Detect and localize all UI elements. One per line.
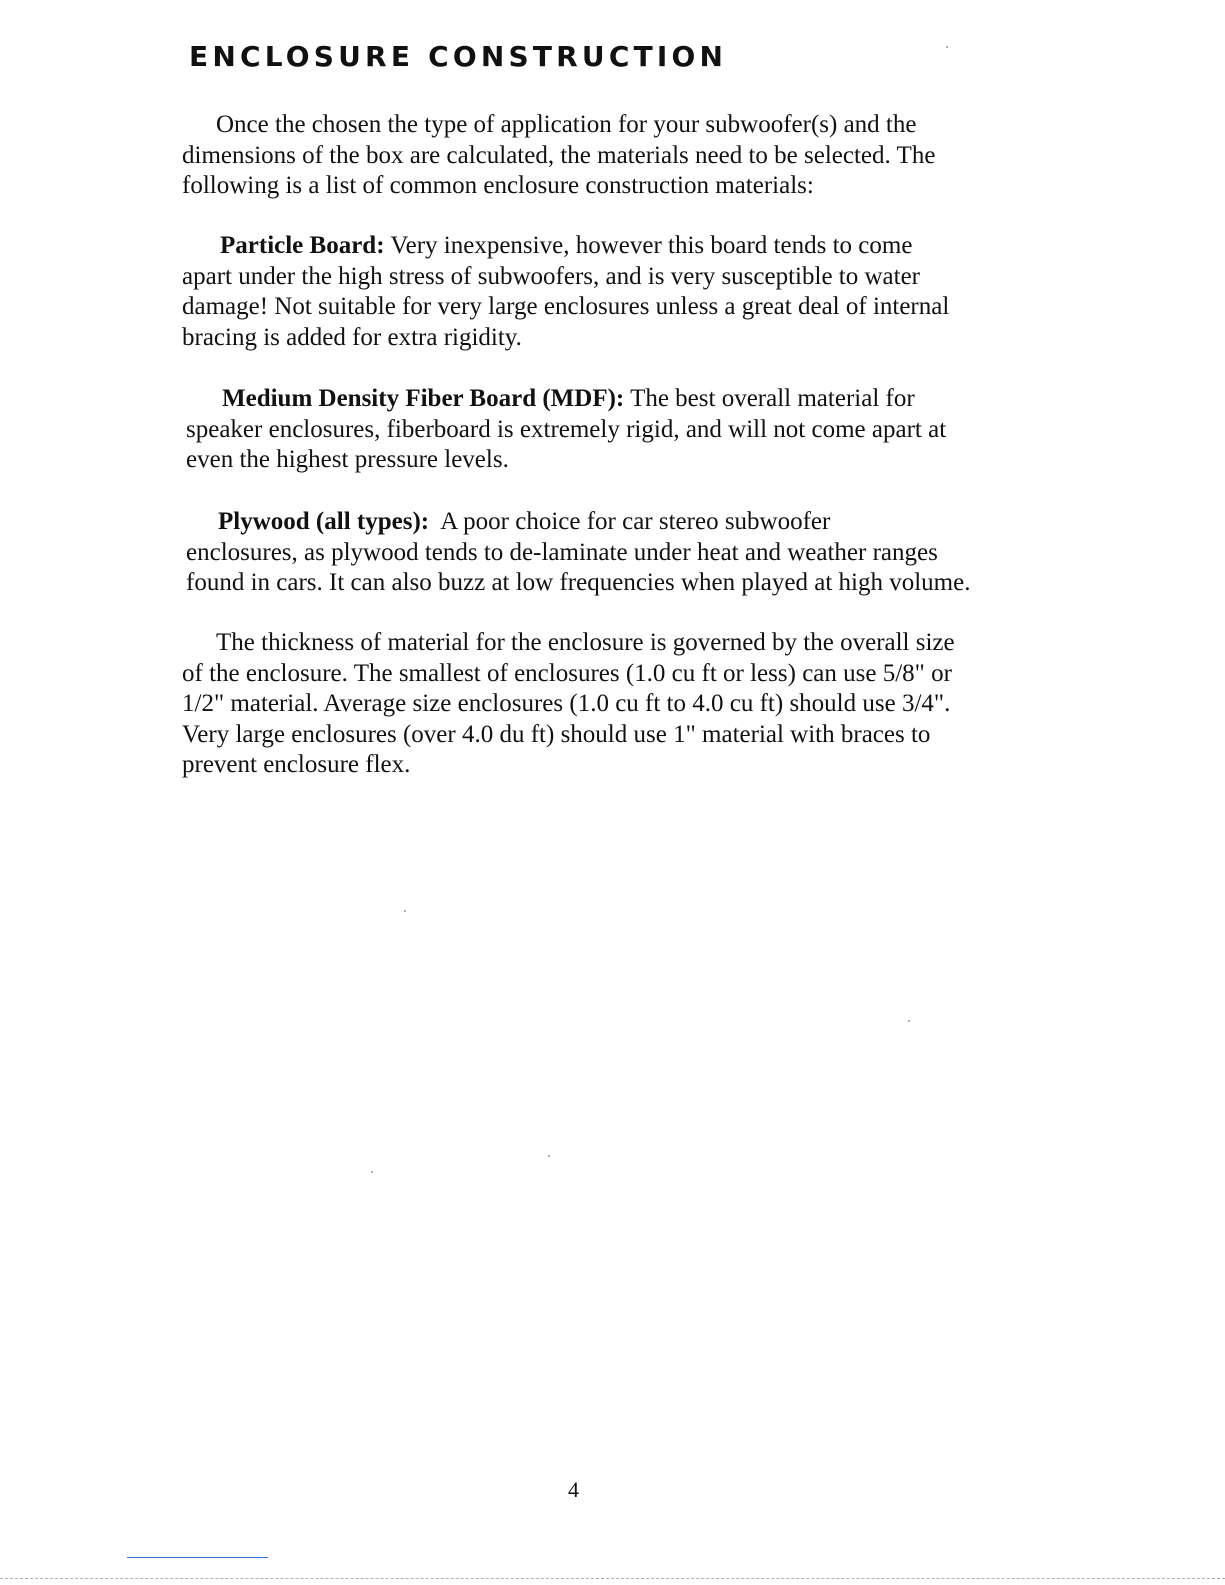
material-description: A poor choice for car stereo subwoofer	[429, 508, 831, 535]
text-line: apart under the high stress of subwoofers, and is very susceptible to water	[182, 262, 921, 290]
text-line	[186, 507, 970, 538]
thickness-paragraph	[182, 628, 955, 781]
scan-speck	[946, 46, 948, 48]
page-title: ENCLOSURE CONSTRUCTION	[189, 40, 728, 73]
material-description: Very inexpensive, however this board tends to come	[384, 232, 913, 259]
scan-mark	[127, 1557, 268, 1558]
page-number: 4	[568, 1477, 579, 1502]
text-line: bracing is added for extra rigidity.	[182, 323, 522, 351]
intro-paragraph	[182, 110, 935, 202]
text-line: Very large enclosures (over 4.0 du ft) should use 1" material with braces to	[182, 720, 931, 748]
text-line	[186, 384, 946, 415]
scan-speck	[548, 1155, 550, 1157]
material-mdf	[186, 384, 946, 476]
text-line: damage! Not suitable for very large enclosures unless a great deal of internal	[182, 293, 950, 320]
text-line: The thickness of material for the enclosure is governed by the overall size	[216, 629, 955, 656]
material-description: The best overall material for	[624, 385, 915, 412]
bottom-rule	[0, 1578, 1225, 1579]
scan-speck	[404, 910, 406, 912]
text-line: found in cars. It can also buzz at low frequencies when played at high volume.	[186, 569, 971, 596]
text-line: enclosures, as plywood tends to de-laminate under heat and weather ranges	[186, 538, 938, 566]
text-line: 1/2" material. Average size enclosures (1.0 cu ft to 4.0 cu ft) should use 3/4".	[182, 690, 951, 717]
material-term: Plywood (all types):	[218, 508, 430, 535]
text-line: speaker enclosures, fiberboard is extremely rigid, and will not come apart at	[186, 415, 947, 443]
text-line: dimensions of the box are calculated, the materials need to be selected. The	[182, 141, 936, 169]
scan-speck	[371, 1171, 373, 1173]
material-term: Medium Density Fiber Board (MDF):	[222, 385, 625, 412]
material-particle-board	[182, 231, 949, 353]
text-line	[182, 231, 949, 262]
text-line: of the enclosure. The smallest of enclosures (1.0 cu ft or less) can use 5/8" or	[182, 659, 952, 687]
scan-speck	[908, 1020, 910, 1022]
material-plywood	[186, 507, 970, 599]
material-term: Particle Board:	[220, 232, 385, 259]
text-line: following is a list of common enclosure construction materials:	[182, 172, 814, 199]
text-line: Once the chosen the type of application for your subwoofer(s) and the	[216, 111, 917, 138]
text-line: prevent enclosure flex.	[182, 751, 411, 778]
text-line: even the highest pressure levels.	[186, 446, 509, 473]
